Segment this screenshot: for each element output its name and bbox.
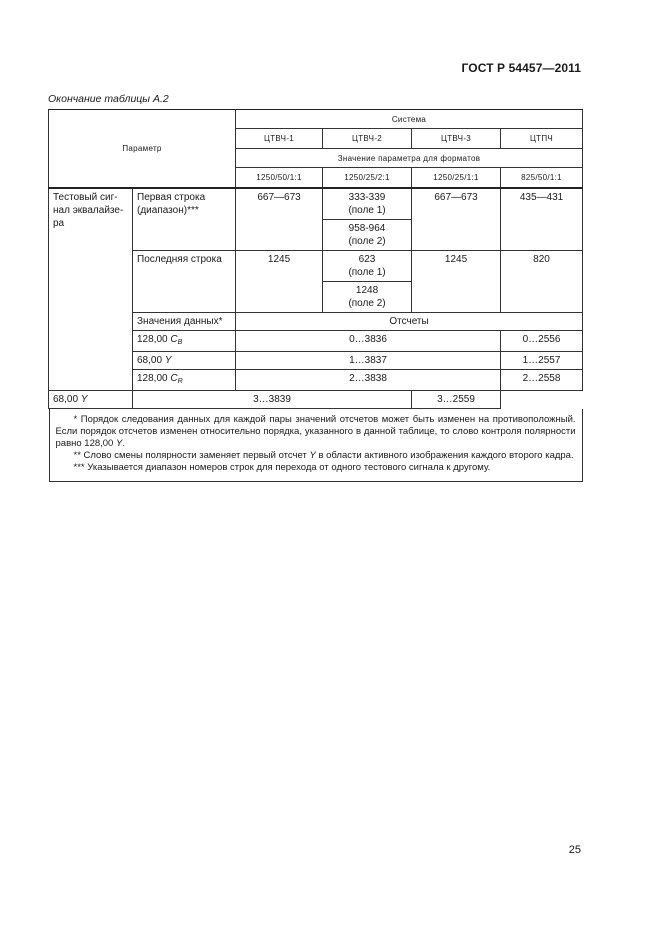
first-line-label: Первая строка (диапазон)*** <box>133 188 236 251</box>
sample-value-last: 3…2559 <box>412 390 501 408</box>
page-number: 25 <box>568 844 581 856</box>
last-line-value: 820 <box>501 250 583 312</box>
sample-value: 3…3839 <box>133 390 412 408</box>
sample-number: 128,00 <box>137 333 168 345</box>
first-line-value: 667—673 <box>412 188 501 251</box>
first-line-field2-value: 958-964 <box>348 222 386 234</box>
system-header: Система <box>236 110 583 129</box>
table-notes <box>49 409 583 482</box>
sample-label <box>133 369 236 390</box>
group-label-line: ра <box>53 217 65 229</box>
sample-number: 68,00 <box>137 354 163 366</box>
notes-row <box>49 408 583 482</box>
last-line-field2-value: 1248 <box>355 284 379 296</box>
first-line-field1-cell <box>323 188 412 220</box>
sample-value-last: 1…2557 <box>501 351 583 369</box>
group-label-line: нал эквалайзе- <box>53 204 124 216</box>
sample-symbol: C <box>170 372 178 384</box>
first-line-field1-note: (поле 1) <box>348 204 386 216</box>
format-value: 1250/25/2:1 <box>323 168 412 188</box>
sample-value: 2…3838 <box>236 369 501 390</box>
first-line-field1-value: 333-339 <box>348 191 386 203</box>
format-value: 1250/25/1:1 <box>412 168 501 188</box>
sample-value: 0…3836 <box>236 330 501 351</box>
data-values-label: Значения данных* <box>133 312 236 330</box>
last-line-field2-note: (поле 2) <box>348 297 386 309</box>
format-value: 825/50/1:1 <box>501 168 583 188</box>
values-header: Значение параметра для форматов <box>236 149 583 168</box>
note-3: *** Указывается диапазон номеров строк для перехода от одного тестового сигнала к другому. <box>73 462 491 474</box>
last-line-value: 1245 <box>412 250 501 312</box>
document-standard-header: ГОСТ Р 54457—2011 <box>461 61 581 75</box>
note-1 <box>56 414 576 451</box>
first-line-value: 435—431 <box>501 188 583 251</box>
sample-value: 1…3837 <box>236 351 501 369</box>
sample-number: 68,00 <box>53 393 79 405</box>
first-line-field2-note: (поле 2) <box>348 235 386 247</box>
note-1-symbol: Y <box>115 437 123 449</box>
last-line-field2-cell <box>323 281 412 312</box>
sample-value-last: 2…2558 <box>501 369 583 390</box>
sample-symbol: C <box>170 333 178 345</box>
parameter-table <box>48 109 583 482</box>
sample-label <box>133 330 236 351</box>
last-line-field1-value: 623 <box>358 253 376 265</box>
note-2-symbol: Y <box>309 450 316 462</box>
group-label-line: Тестовый сиг- <box>53 191 118 203</box>
last-line-value: 1245 <box>236 250 323 312</box>
last-line-field1-cell <box>323 250 412 281</box>
sample-subscript: B <box>177 338 183 346</box>
table-caption: Окончание таблицы А.2 <box>48 93 169 105</box>
parameter-header: Параметр <box>49 110 236 188</box>
sample-symbol: Y <box>164 354 172 366</box>
system-name: ЦТВЧ-2 <box>323 129 412 149</box>
note-1-text: * Порядок следования данных для каждой пары значений отсчетов может быть изменен на противоположный. Если порядок отсчетов изменен относительно порядка, указанного в данной таблице, то слово контроля полярности равно 128,00 <box>55 413 576 449</box>
sample-number: 128,00 <box>137 372 168 384</box>
note-2-text-end: в области активного изображения каждого второго кадра. <box>318 450 574 462</box>
format-value: 1250/50/1:1 <box>236 168 323 188</box>
sample-value-last: 0…2556 <box>501 330 583 351</box>
system-name: ЦТВЧ-1 <box>236 129 323 149</box>
note-2-text: ** Слово смены полярности заменяет первый отсчет <box>73 450 307 462</box>
group-label <box>49 188 133 391</box>
sample-label <box>133 351 236 369</box>
data-values-unit: Отсчеты <box>236 312 583 330</box>
note-2 <box>56 450 576 462</box>
first-line-field2-cell <box>323 219 412 250</box>
note-1-end: . <box>122 437 125 449</box>
sample-label <box>49 390 133 408</box>
sample-symbol: Y <box>80 393 88 405</box>
last-line-label: Последняя строка <box>133 250 236 312</box>
system-name: ЦТПЧ <box>501 129 583 149</box>
system-name: ЦТВЧ-3 <box>412 129 501 149</box>
first-line-value: 667—673 <box>236 188 323 251</box>
last-line-field1-note: (поле 1) <box>348 266 386 278</box>
sample-subscript: R <box>177 377 183 385</box>
